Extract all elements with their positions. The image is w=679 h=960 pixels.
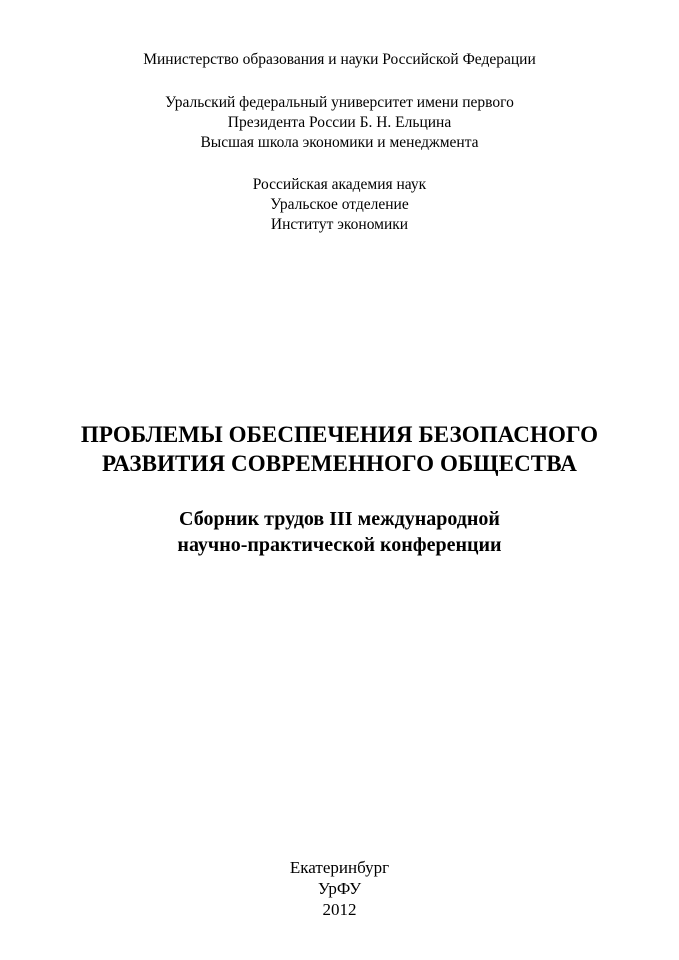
document-subtitle: [0, 506, 679, 558]
academy-block: [0, 175, 679, 235]
imprint-block: [0, 857, 679, 920]
academy-line-2: Уральское отделение: [270, 196, 409, 213]
document-title: [0, 420, 679, 478]
ministry-name: Министерство образования и науки Российской Федерации: [143, 51, 536, 68]
university-block: [0, 93, 679, 153]
imprint-publisher: УрФУ: [317, 879, 362, 898]
imprint-city: Екатеринбург: [289, 858, 390, 877]
subtitle-line-1: Сборник трудов III международной: [179, 508, 500, 530]
academy-line-1: Российская академия наук: [252, 176, 427, 193]
subtitle-line-2: научно-практической конференции: [177, 534, 502, 556]
university-line-1: Уральский федеральный университет имени первого: [165, 94, 514, 111]
imprint-year: 2012: [322, 900, 357, 919]
ministry-block: [0, 50, 679, 70]
title-line-2: РАЗВИТИЯ СОВРЕМЕННОГО ОБЩЕСТВА: [102, 451, 577, 476]
academy-line-3: Институт экономики: [270, 216, 409, 233]
university-line-2: Президента России Б. Н. Ельцина: [227, 114, 452, 131]
title-line-1: ПРОБЛЕМЫ ОБЕСПЕЧЕНИЯ БЕЗОПАСНОГО: [80, 422, 599, 447]
university-line-3: Высшая школа экономики и менеджмента: [200, 134, 479, 151]
